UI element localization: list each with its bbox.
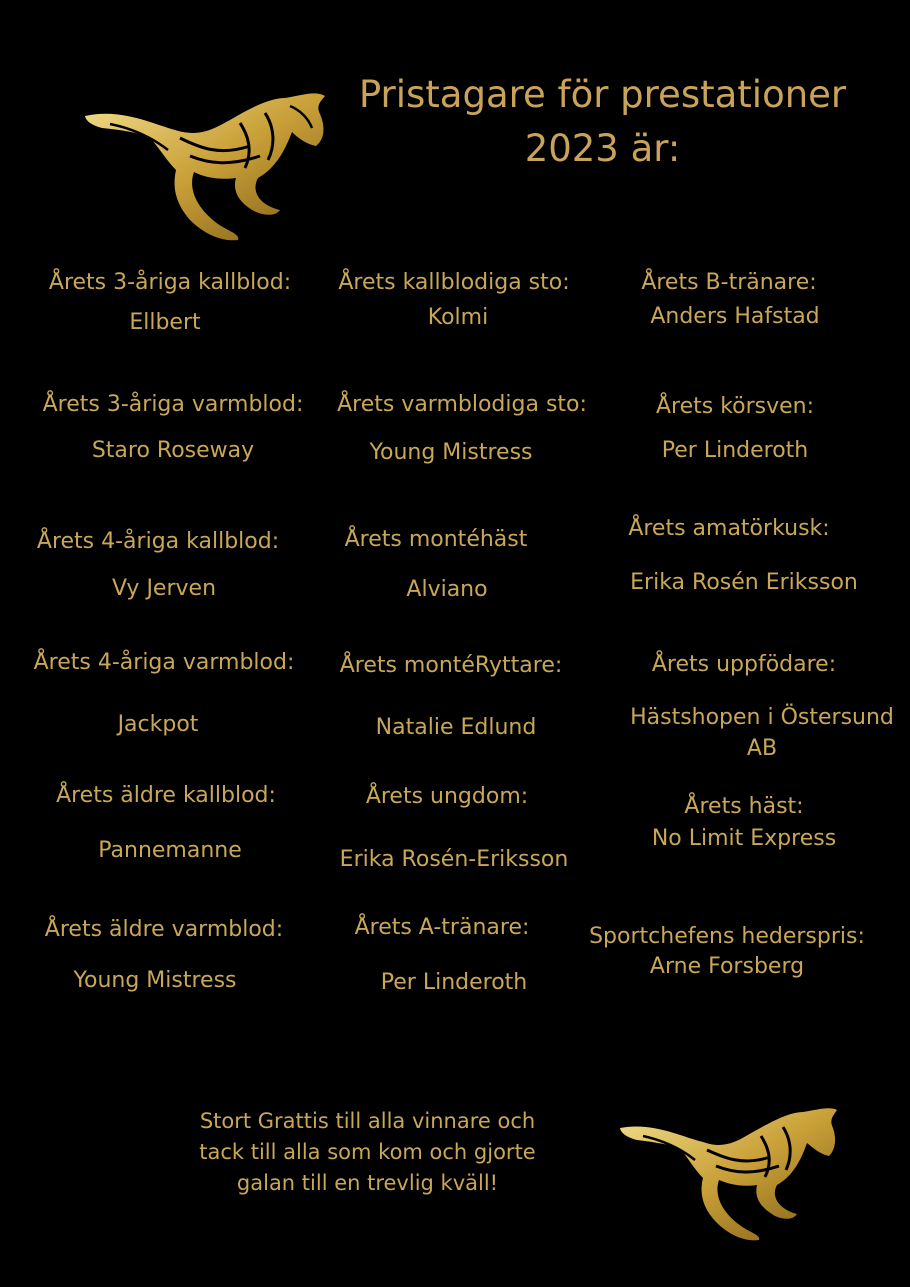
logo-word-text: TRAVGALA bbox=[92, 83, 225, 108]
award-winner: Ellbert bbox=[129, 310, 201, 335]
award-label: Årets äldre kallblod: bbox=[56, 783, 276, 808]
award-label: Sportchefens hederspris: bbox=[589, 924, 865, 949]
closing-line-1: Stort Grattis till alla vinnare och bbox=[199, 1109, 536, 1133]
award-label: Årets äldre varmblod: bbox=[44, 917, 284, 942]
title-line-2: 2023 är: bbox=[524, 127, 681, 170]
award-winner: Erika Rosén Eriksson bbox=[630, 570, 858, 595]
award-label: Årets amatörkusk: bbox=[628, 516, 830, 541]
award-label: Årets B-tränare: bbox=[641, 270, 817, 295]
award-winner: Young Mistress bbox=[73, 968, 237, 993]
title-line-1: Pristagare för prestationer bbox=[358, 73, 847, 116]
award-winner: Alviano bbox=[406, 577, 488, 602]
award-winner: Kolmi bbox=[427, 305, 489, 330]
award-label: Årets 3-åriga kallblod: bbox=[48, 270, 292, 295]
page-title bbox=[330, 68, 875, 176]
logo-script-text: Östersunds bbox=[623, 1063, 829, 1103]
logo-script-text: Östersunds bbox=[88, 36, 329, 82]
award-label: Årets 4-åriga kallblod: bbox=[36, 529, 280, 554]
award-winner-line-1: Hästshopen i Östersund bbox=[630, 705, 894, 730]
award-winner: Jackpot bbox=[117, 712, 199, 737]
award-winner: Arne Forsberg bbox=[649, 954, 805, 979]
award-winner: Vy Jerven bbox=[111, 576, 217, 601]
travgala-logo-bottom bbox=[615, 1050, 865, 1270]
horse-logo-icon bbox=[615, 1050, 865, 1270]
award-winner: Natalie Edlund bbox=[375, 715, 537, 740]
award-winner: Anders Hafstad bbox=[650, 304, 820, 329]
award-winner: No Limit Express bbox=[651, 826, 837, 851]
award-label: Årets montéhäst bbox=[344, 527, 528, 552]
horse-logo-icon bbox=[80, 28, 330, 248]
award-label: Årets uppfödare: bbox=[651, 652, 837, 677]
award-winner: Pannemanne bbox=[98, 838, 242, 863]
award-label: Årets häst: bbox=[684, 794, 804, 819]
award-winner: Erika Rosén-Eriksson bbox=[339, 847, 569, 872]
award-winner: Per Linderoth bbox=[380, 970, 528, 995]
award-label: Årets A-tränare: bbox=[354, 915, 530, 940]
award-winner: Young Mistress bbox=[369, 440, 533, 465]
closing-line-3: galan till en trevlig kväll! bbox=[236, 1171, 499, 1195]
award-winner: Staro Roseway bbox=[91, 438, 255, 463]
award-label: Årets montéRyttare: bbox=[339, 653, 563, 678]
award-winner-line-2: AB bbox=[746, 736, 778, 761]
closing-line-2: tack till alla som kom och gjorte bbox=[199, 1140, 536, 1164]
award-winner: Per Linderoth bbox=[661, 438, 809, 463]
award-label: Årets kallblodiga sto: bbox=[338, 270, 570, 295]
award-label: Årets varmblodiga sto: bbox=[337, 392, 587, 417]
logo-word-text: TRAVGALA bbox=[627, 1101, 744, 1123]
award-label: Årets 3-åriga varmblod: bbox=[42, 392, 304, 417]
award-label: Årets ungdom: bbox=[365, 784, 529, 809]
travgala-logo bbox=[80, 28, 330, 248]
award-label: Årets körsven: bbox=[655, 394, 815, 419]
award-label: Årets 4-åriga varmblod: bbox=[33, 650, 295, 675]
closing-message bbox=[180, 1106, 555, 1199]
